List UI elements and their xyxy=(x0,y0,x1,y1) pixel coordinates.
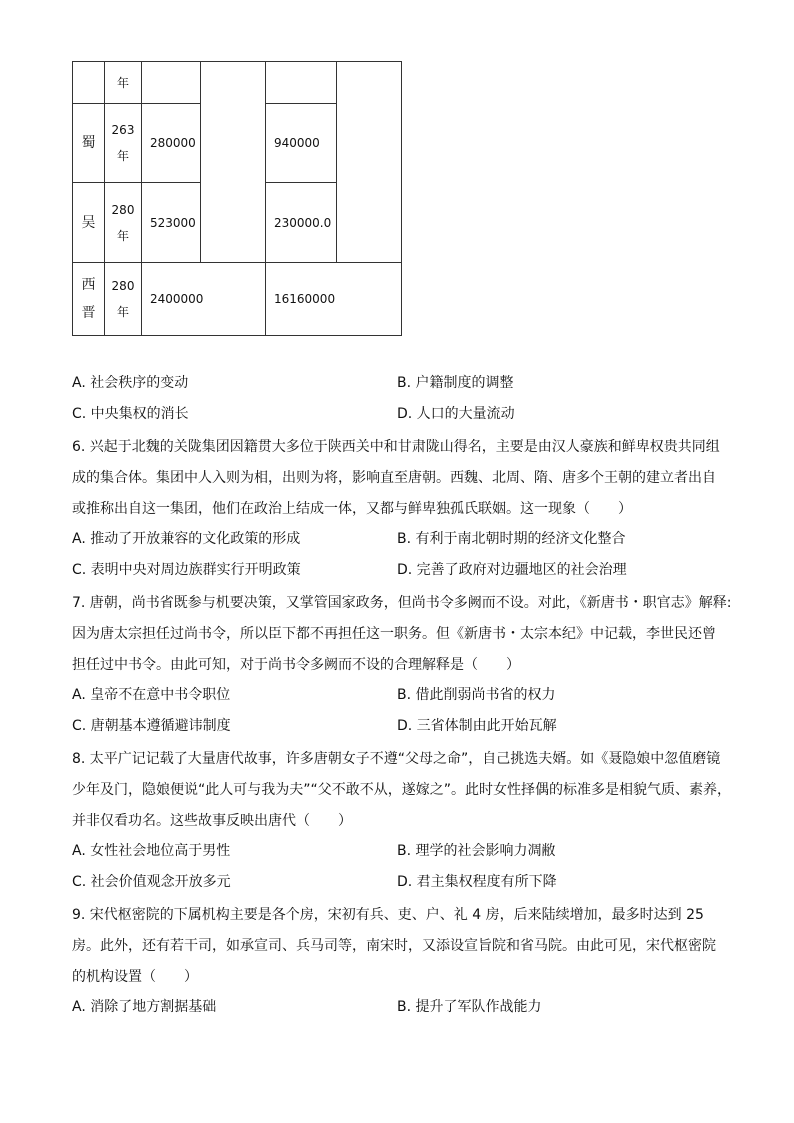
table-cell: 西 晋 xyxy=(73,263,105,336)
population-table xyxy=(72,61,402,336)
q9-option-a[interactable]: A. 消除了地方割据基础 xyxy=(72,999,217,1015)
table-cell xyxy=(266,62,337,104)
q5-option-c[interactable]: C. 中央集权的消长 xyxy=(72,406,189,422)
q6-option-d[interactable]: D. 完善了政府对边疆地区的社会治理 xyxy=(397,562,627,578)
table-cell: 280000 xyxy=(142,104,201,183)
table-cell: 280 年 xyxy=(105,263,142,336)
table-cell: 16160000 xyxy=(266,263,402,336)
table-row xyxy=(73,263,402,336)
q7-option-b[interactable]: B. 借此削弱尚书省的权力 xyxy=(397,687,556,703)
table-cell xyxy=(142,62,201,104)
question-9-stem: 9. 宋代枢密院的下属机构主要是各个房，宋初有兵、吏、户、礼 4 房，后来陆续增加，最多时达到 25 房。此外，还有若干司，如承宣司、兵马司等，南宋时，又添设宣旨院和省马院。由此可见，宋代枢密院 的机构设置（ ） xyxy=(72,907,716,985)
table-cell: 2400000 xyxy=(142,263,266,336)
q6-option-a[interactable]: A. 推动了开放兼容的文化政策的形成 xyxy=(72,531,301,547)
q8-option-b[interactable]: B. 理学的社会影响力凋敝 xyxy=(397,843,556,859)
question-7-stem: 7. 唐朝，尚书省既参与机要决策，又掌管国家政务，但尚书令多阙而不设。对此，《新唐书・职官志》解释: 因为唐太宗担任过尚书令，所以臣下都不再担任这一职务。但《新唐书・太宗本纪》中记载，李世民还曾 担任过中书令。由此可知，对于尚书令多阙而不设的合理解释是（ ） xyxy=(72,595,732,673)
table-cell: 280 年 xyxy=(105,183,142,263)
table-cell: 年 xyxy=(105,62,142,104)
table-cell: 蜀 xyxy=(73,104,105,183)
table-cell xyxy=(73,62,105,104)
question-6-stem: 6. 兴起于北魏的关陇集团因籍贯大多位于陕西关中和甘肃陇山得名，主要是由汉人豪族和鲜卑权贵共同组 成的集合体。集团中人入则为相，出则为将，影响直至唐朝。西魏、北周、隋、唐多个王朝的建立者出自 或推称出自这一集团，他们在政治上结成一体，又都与鲜卑独孤氏联姻。这一现象（ ） xyxy=(72,439,720,517)
table-cell: 吴 xyxy=(73,183,105,263)
q7-option-c[interactable]: C. 唐朝基本遵循避讳制度 xyxy=(72,718,231,734)
q9-option-b[interactable]: B. 提升了军队作战能力 xyxy=(397,999,542,1015)
table-cell: 940000 xyxy=(266,104,337,183)
table-cell: 523000 xyxy=(142,183,201,263)
table-cell: 263 年 xyxy=(105,104,142,183)
question-8-stem: 8. 太平广记记载了大量唐代故事，许多唐朝女子不遵“父母之命”，自己挑选夫婿。如《聂隐娘中忽值磨镜 少年及门，隐娘便说“此人可与我为夫”“父不敢不从，遂嫁之”。此时女性择偶的标准多是相貌气质、素养， 并非仅看功名。这些故事反映出唐代（ ） xyxy=(72,751,732,829)
q5-option-b[interactable]: B. 户籍制度的调整 xyxy=(397,375,514,391)
q8-option-a[interactable]: A. 女性社会地位高于男性 xyxy=(72,843,231,859)
q6-option-b[interactable]: B. 有利于南北朝时期的经济文化整合 xyxy=(397,531,626,547)
q5-option-d[interactable]: D. 人口的大量流动 xyxy=(397,406,515,422)
q7-option-d[interactable]: D. 三省体制由此开始瓦解 xyxy=(397,718,557,734)
q7-option-a[interactable]: A. 皇帝不在意中书令职位 xyxy=(72,687,231,703)
q6-option-c[interactable]: C. 表明中央对周边族群实行开明政策 xyxy=(72,562,301,578)
table-cell: 230000.0 xyxy=(266,183,337,263)
table-cell xyxy=(337,62,402,263)
q8-option-d[interactable]: D. 君主集权程度有所下降 xyxy=(397,874,557,890)
q8-option-c[interactable]: C. 社会价值观念开放多元 xyxy=(72,874,231,890)
q5-option-a[interactable]: A. 社会秩序的变动 xyxy=(72,375,189,391)
table-cell xyxy=(201,62,266,263)
